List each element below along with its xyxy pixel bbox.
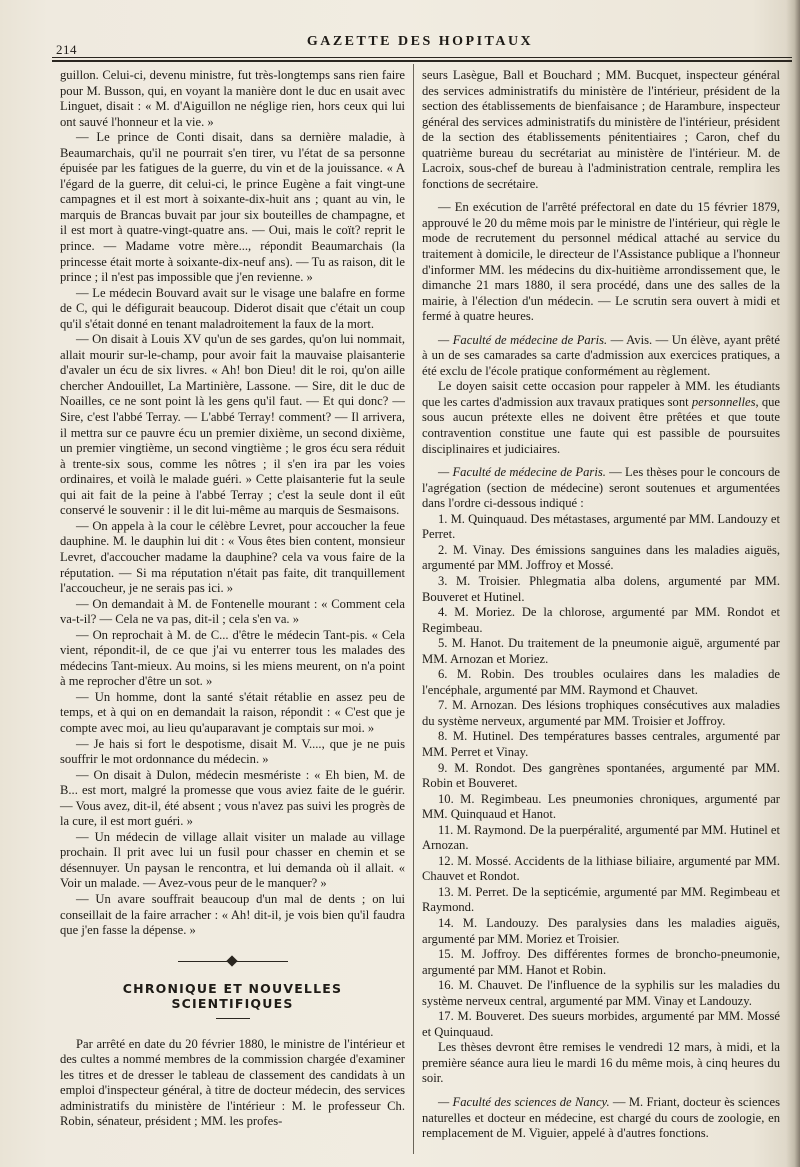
commission-members-paragraph: seurs Lasègue, Ball et Bouchard ; MM. Bucquet, inspecteur général des services administratifs du ministère de l'intérieur, président de la section des établissements de bienfaisance ; de Harambure, inspecteur général des services administratifs du ministère de l'intérieur, président de la section des établissements pénitentiaires ; Caron, chef du quatrième bureau du secrétariat au ministère de l'intérieur. M. de Lacroix, sous-chef de bureau à l'administration centrale, remplira les fonctions de secrétaire. [422,68,780,191]
ornament-diamond-icon [226,955,237,966]
nancy-notice-lead: — Faculté des sciences de Nancy. [438,1095,610,1109]
anecdote-paragraph: — On disait à Louis XV qu'un de ses gardes, qu'on lui nommait, allait mourir sur-le-champ, pour avoir fait la mauvaise plaisanterie d'avaler un écu de six livres. « Ah! bon Dieu! dit le roi, qu'on aille chercher Andouillet, La Martinière, Lassone. — Sire, dit le duc de Noailles, ce ne sont point là les gens qu'il faut. — Et qui donc? — Sire, c'est l'abbé Terray. — L'abbé Terray! comment? — Il arrivera, il mettra sur ce pauvre écu un premier dixième, un second dixième, un premier vingtième, un second vingtième ; le gros écu sera réduit à trente-six sous, comme les nôtres ; il s'en ira par les voies ordinaires, et voilà le malade guéri. » Cette plaisanterie fut la seule qui ait fait de la peine à l'abbé Terray ; c'est la seule dont il eût conservé le souvenir : il le dit lui-même au marquis de Sesmaisons. [60,332,405,518]
nancy-notice-text: — M. Friant, docteur ès sciences naturelles et docteur en médecine, est chargé du cours de zoologie, en remplacement de M. Viguier, appelé à d'autres fonctions. [422,1095,780,1141]
section-heading-rule [216,1018,250,1019]
nancy-notice-paragraph [422,1095,780,1142]
thesis-item: 4. M. Moriez. De la chlorose, argumenté par MM. Rondot et Regimbeau. [422,605,780,635]
thesis-item: 1. M. Quinquaud. Des métastases, argumenté par MM. Landouzy et Perret. [422,511,780,542]
thesis-item: 13. M. Perret. De la septicémie, argumenté par MM. Regimbeau et Raymond. [422,884,780,915]
thesis-item: 10. M. Regimbeau. Les pneumonies chroniques, argumenté par MM. Quinquaud et Hanot. [422,791,780,822]
faculty-notice-lead: — Faculté de médecine de Paris. [438,332,608,347]
page-header [50,30,790,70]
dean-reminder-text-b: , que sous aucun prétexte elles ne doivent être prêtées et que toute contravention constitue une faute qui est passible de poursuites disciplinaires et judiciaires. [422,394,781,456]
thesis-item: 8. M. Hutinel. Des températures basses centrales, argumenté par MM. Perret et Vinay. [422,729,780,759]
thesis-item: 6. M. Robin. Des troubles oculaires dans les maladies de l'encéphale, argumenté par MM. Raymond et Chauvet. [422,667,780,697]
agregation-lead: — Faculté de médecine de Paris. [438,465,606,480]
section-ornament [178,957,288,967]
anecdote-paragraph: — Le prince de Conti disait, dans sa dernière maladie, à Beaumarchais, qu'il ne pourrait s'en tirer, vu l'état de sa personne épuisée par les fatigues de la guerre, du vin et de la jouissance. « A l'égard de la guerre, dit celui-ci, le prince Eugène a fait vingt-une campagnes et il est mort à soixante-dix-huit ans ; quant au vin, le marquis de Brancas buvait par jour six bouteilles de champagne, et il est mort à quatre-vingt-quatre ans. — Oui, mais le coït? reprit le prince. — Madame votre mère..., répondit Beaumarchais (la princesse était morte à soixante-dix-neuf ans). — Tu as raison, dit le prince ; il n'est pas impossible que j'en revienne. » [60,130,405,285]
chronique-paragraph: Par arrêté en date du 20 février 1880, le ministre de l'intérieur et des cultes a nommé membres de la commission chargée d'examiner les titres et de dresser le tableau de classement des candidats à un emploi d'inspecteur général, à titre de docteur médecin, des services administratifs du ministère de l'intérieur : M. le professeur Ch. Robin, sénateur, président ; MM. les profes- [60,1036,405,1129]
anecdote-paragraph: — Un avare souffrait beaucoup d'un mal de dents ; on lui conseillait de la faire arracher : « Ah! dit-il, je vois bien qu'il faudra que j'en fasse la dépense. » [60,891,405,938]
agregation-intro-paragraph [422,465,780,512]
thesis-item: 2. M. Vinay. Des émissions sanguines dans les maladies aiguës, argumenté par MM. Joffroy et Mossé. [422,542,780,573]
anecdote-paragraph: — Un homme, dont la santé s'était rétablie en assez peu de temps, et à qui on en demandait la raison, répondit : « C'est que je compte avec moi, au lieu qu'auparavant je comptais sur moi. » [60,689,405,735]
thesis-item: 12. M. Mossé. Accidents de la lithiase biliaire, argumenté par MM. Chauvet et Rondot. [422,853,780,884]
running-title: GAZETTE DES HOPITAUX [306,34,534,49]
anecdote-paragraph: — On appela à la cour le célèbre Levret, pour accoucher la feue dauphine. M. le dauphin lui dit : « Vous êtes bien content, monsieur Levret, d'accoucher madame la dauphine? cela va vous faire de la réputation. — Si ma réputation n'était pas faite, dit tranquillement l'accoucheur, je ne serais pas ici. » [60,518,405,596]
theses-dates-paragraph: Les thèses devront être remises le vendredi 12 mars, à midi, et la première séance aura lieu le mardi 16 du même mois, à cinq heures du soir. [422,1040,780,1086]
anecdote-paragraph: guillon. Celui-ci, devenu ministre, fut très-longtemps sans rien faire pour M. Busson, qui, en voyant la manière dont le duc en usait avec Linguet, disait : « M. d'Aiguillon ne néglige rien, hors ceux qui lui ont sauvé l'honneur et la vie. » [60,68,405,129]
dean-reminder-emphasis: personnelles [691,394,756,409]
faculty-notice-paragraph [422,333,780,380]
anecdotes [60,68,405,939]
page-edge-shadow [786,0,800,1167]
page-number: 214 [56,42,77,57]
column-divider [413,64,414,1154]
anecdote-paragraph: — Le médecin Bouvard avait sur le visage une balafre en forme de C, qui le défigurait beaucoup. Diderot disait que c'était un coup qu'il s'était donné en tenant maladroitement la faux de la mort. [60,285,405,331]
anecdote-paragraph: — On demandait à M. de Fontenelle mourant : « Comment cela va-t-il? — Cela ne va pas, dit-il ; cela s'en va. » [60,596,405,627]
dean-reminder-text-a: Le doyen saisit cette occasion pour rappeler à MM. les étudiants que les cartes d'admission aux travaux pratiques sont [422,379,780,409]
agregation-text: — Les thèses pour le concours de l'agrégation (section de médecine) seront soutenues et argumentées dans l'ordre ci-dessous indiqué : [422,465,780,511]
section-heading: CHRONIQUE ET NOUVELLES SCIENTIFIQUES [122,980,343,1012]
right-column [422,68,780,1142]
election-notice-paragraph: — En exécution de l'arrêté préfectoral en date du 15 février 1879, approuvé le 20 du même mois par le ministre de l'intérieur, qui règle le mode de recrutement du personnel médical attaché au service du traitement à domicile, le directeur de l'Assistance publique a l'honneur d'informer MM. les médecins du dix-huitième arrondissement que, le dimanche 21 mars 1880, il sera procédé, dans une des salles de la mairie, à l'élection d'un médecin. — Le scrutin sera ouvert à midi et fermé à quatre heures. [422,200,780,324]
anecdote-paragraph: — On reprochait à M. de C... d'être le médecin Tant-pis. « Cela vient, répondit-il, de ce que j'ai vu enterrer tous les malades des médecins Tant-mieux. Au moins, si les miens meurent, on n'a point à me reprocher d'être un sot. » [60,627,405,689]
faculty-notice-text: — Avis. — Un élève, ayant prêté à un de ses camarades sa carte d'admission aux exercices pratiques, a été exclu de l'école pratique conformément au règlement. [422,332,780,378]
left-column [60,68,405,1130]
header-rule-thick [52,60,792,62]
thesis-item: 5. M. Hanot. Du traitement de la pneumonie aiguë, argumenté par MM. Arnozan et Moriez. [422,636,780,666]
thesis-item: 11. M. Raymond. De la puerpéralité, argumenté par MM. Hutinel et Arnozan. [422,822,780,853]
anecdote-paragraph: — Un médecin de village allait visiter un malade au village prochain. Il prit avec lui un fusil pour chasser en chemin et se désennuyer. Un paysan le rencontra, et lui demanda où il allait. « Voir un malade. — Avez-vous peur de le manquer? » [60,829,405,891]
anecdote-paragraph: — On disait à Dulon, médecin mesmériste : « Eh bien, M. de B... est mort, malgré la promesse que vous aviez faite de le guérir. — Vous avez, dit-il, été absent ; vous n'avez pas suivi les progrès de la cure, il est mort guéri. » [60,767,405,829]
dean-reminder-paragraph [422,379,780,457]
header-rule-thin [52,57,792,58]
thesis-item: 3. M. Troisier. Phlegmatia alba dolens, argumenté par MM. Bouveret et Hutinel. [422,573,780,604]
anecdote-paragraph: — Je hais si fort le despotisme, disait M. V...., que je ne puis souffrir le mot ordonnance du médecin. » [60,736,405,767]
theses-list [422,512,780,1041]
thesis-item: 7. M. Arnozan. Des lésions trophiques consécutives aux maladies du système nerveux, argumenté par MM. Troisier et Joffroy. [422,698,780,728]
thesis-item: 17. M. Bouveret. Des sueurs morbides, argumenté par MM. Mossé et Quinquaud. [422,1009,780,1039]
thesis-item: 16. M. Chauvet. De l'influence de la syphilis sur les maladies du système nerveux central, argumenté par MM. Vinay et Landouzy. [422,978,780,1008]
thesis-item: 15. M. Joffroy. Des différentes formes de broncho-pneumonie, argumenté par MM. Hanot et Robin. [422,947,780,977]
thesis-item: 9. M. Rondot. Des gangrènes spontanées, argumenté par MM. Robin et Bouveret. [422,760,780,791]
thesis-item: 14. M. Landouzy. Des paralysies dans les maladies aiguës, argumenté par MM. Moriez et Troisier. [422,915,780,946]
